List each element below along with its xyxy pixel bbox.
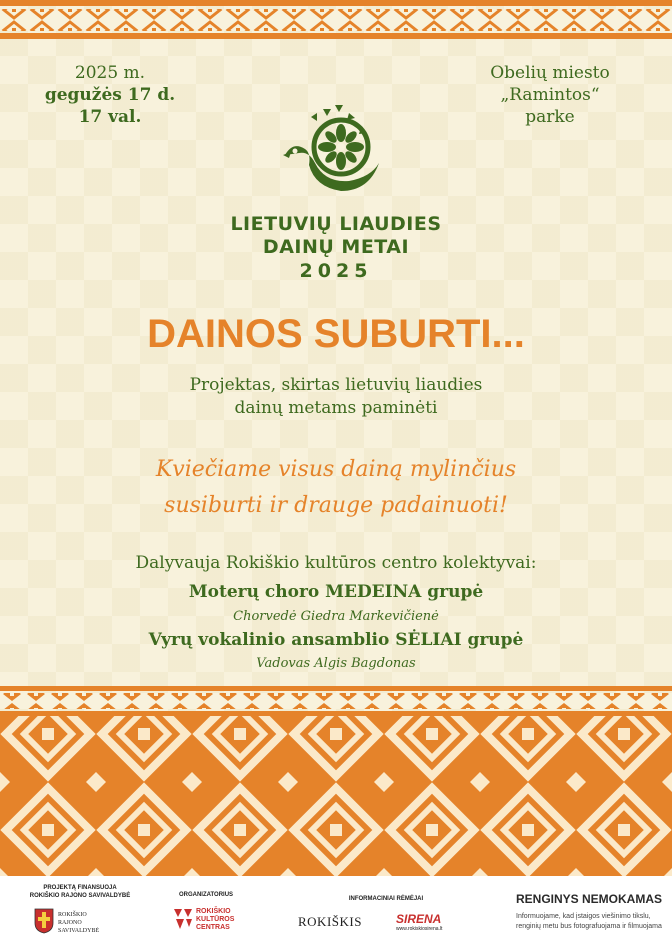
culture-center-logo-icon — [172, 907, 194, 931]
top-ornament-band — [0, 0, 672, 42]
invitation-line-2: susiburti ir drauge padainuoti! — [164, 493, 508, 518]
participants-intro: Dalyvauja Rokiškio kultūros centro kolektyvai: — [135, 553, 537, 573]
emblem-line-2: DAINŲ METAI — [262, 236, 410, 258]
event-location — [470, 62, 630, 128]
event-year: 2025 m. — [74, 63, 146, 83]
footer — [0, 876, 672, 950]
folk-ornament-band — [0, 686, 672, 876]
location-line-2: „Ramintos“ — [500, 85, 600, 105]
group-name-1: Moterų choro MEDEINA grupė — [188, 582, 484, 602]
free-event-label: RENGINYS NEMOKAMAS — [516, 892, 663, 906]
financing-label: PROJEKTĄ FINANSUOJA ROKIŠKIO RAJONO SAVIVALDYBĖ — [29, 885, 131, 899]
event-date-time — [40, 62, 180, 128]
invitation-line-1: Kviečiame visus dainą mylinčius — [155, 457, 517, 482]
media-sponsor-sirena: SIRENA — [396, 912, 442, 926]
group-leader-1: Chorvedė Giedra Markevičienė — [233, 609, 439, 624]
project-subtitle — [60, 374, 612, 420]
filming-notice: Informuojame, kad įstaigos viešinimo tikslu, renginių metu bus fotografuojama ir filmuojama — [516, 913, 662, 930]
location-line-1: Obelių miesto — [490, 63, 610, 83]
folk-bird-sun-icon — [275, 103, 395, 203]
emblem-year: 2025 — [299, 260, 373, 282]
invitation-text — [60, 452, 612, 524]
media-sponsor-sirena-url: www.rokiskiosirena.lt — [396, 926, 443, 932]
media-sponsors-label: INFORMACINIAI RĖMĖJAI — [348, 896, 424, 902]
municipality-coat-of-arms-icon — [34, 908, 54, 934]
subtitle-line-2: dainų metams paminėti — [234, 398, 438, 418]
group-leader-2: Vadovas Algis Bagdonas — [256, 656, 416, 671]
emblem-line-1: LIETUVIŲ LIAUDIES — [230, 213, 442, 235]
municipality-logo-text: ROKIŠKIO RAJONO SAVIVALDYBĖ — [58, 912, 100, 934]
organizer-label: ORGANIZATORIUS — [178, 892, 234, 898]
organizer-logo-text: ROKIŠKIO KULTŪROS CENTRAS — [196, 908, 235, 931]
event-date: gegužės 17 d. — [44, 85, 176, 105]
subtitle-line-1: Projektas, skirtas lietuvių liaudies — [189, 375, 483, 395]
emblem-title — [186, 213, 486, 259]
poster-title: DAINOS SUBURTI... — [147, 312, 525, 356]
event-time: 17 val. — [78, 107, 142, 127]
media-sponsor-rokiskis: ROKIŠKIS — [298, 914, 362, 929]
group-name-2: Vyrų vokalinio ansamblio SĖLIAI grupė — [148, 630, 524, 650]
location-line-3: parke — [525, 107, 575, 127]
